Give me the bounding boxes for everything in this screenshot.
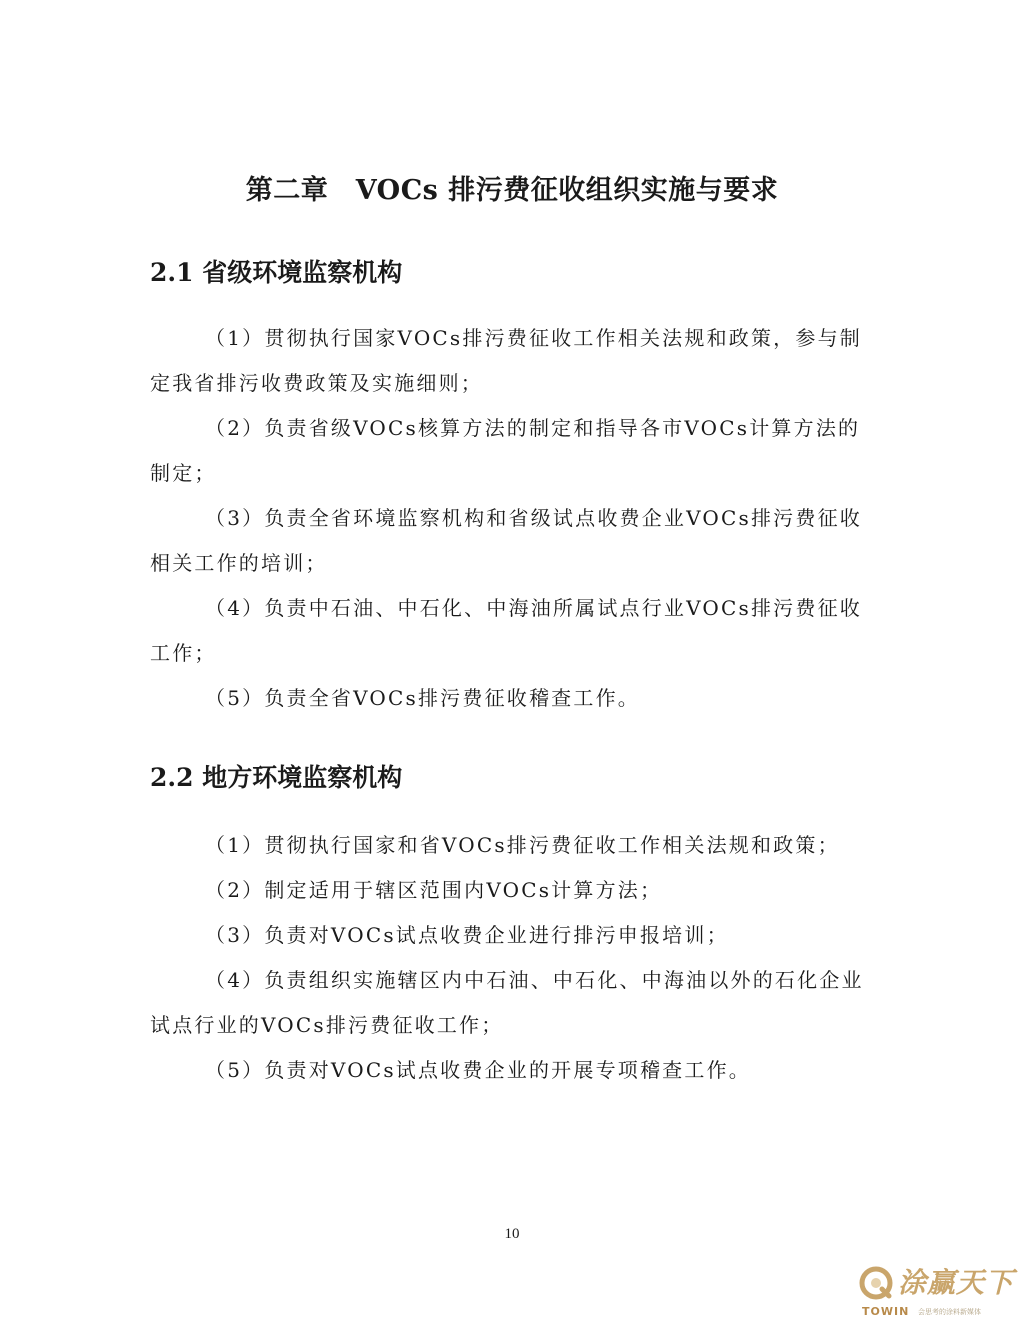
paragraph-2-1-item-4: （4）负责中石油、中石化、中海油所属试点行业VOCs排污费征收工作； [150, 596, 862, 665]
watermark [858, 1265, 1018, 1321]
watermark-brand: TOWIN [862, 1305, 910, 1318]
paragraph-2-1-item-3: （3）负责全省环境监察机构和省级试点收费企业VOCs排污费征收相关工作的培训； [150, 506, 862, 575]
paragraph-2-2-item-5: （5）负责对VOCs试点收费企业的开展专项稽查工作。 [205, 1058, 751, 1082]
chapter-title: 第二章 VOCs 排污费征收组织实施与要求 [245, 175, 779, 206]
section-heading-2-1: 2.1 省级环境监察机构 [150, 258, 403, 287]
paragraph-2-1-item-1: （1）贯彻执行国家VOCs排污费征收工作相关法规和政策，参与制定我省排污收费政策及实施细则； [150, 326, 862, 395]
watermark-tagline: 会思考的涂料新媒体 [918, 1308, 981, 1316]
page-number: 10 [504, 1226, 520, 1242]
paragraph-2-2-item-2: （2）制定适用于辖区范围内VOCs计算方法； [205, 878, 663, 902]
paragraph-2-2-item-3: （3）负责对VOCs试点收费企业进行排污申报培训； [205, 923, 729, 947]
paragraph-2-1-item-2: （2）负责省级VOCs核算方法的制定和指导各市VOCs计算方法的制定； [150, 416, 861, 485]
paragraph-2-2-item-4: （4）负责组织实施辖区内中石油、中石化、中海油以外的石化企业试点行业的VOCs排污费征收工作； [150, 968, 864, 1037]
paragraph-2-2-item-1: （1）贯彻执行国家和省VOCs排污费征收工作相关法规和政策； [205, 833, 840, 857]
paragraph-2-1-item-5: （5）负责全省VOCs排污费征收稽查工作。 [205, 686, 640, 710]
watermark-name: 涂赢天下 [898, 1266, 1015, 1299]
towin-logo-icon [858, 1265, 894, 1301]
section-heading-2-2: 2.2 地方环境监察机构 [150, 763, 403, 792]
